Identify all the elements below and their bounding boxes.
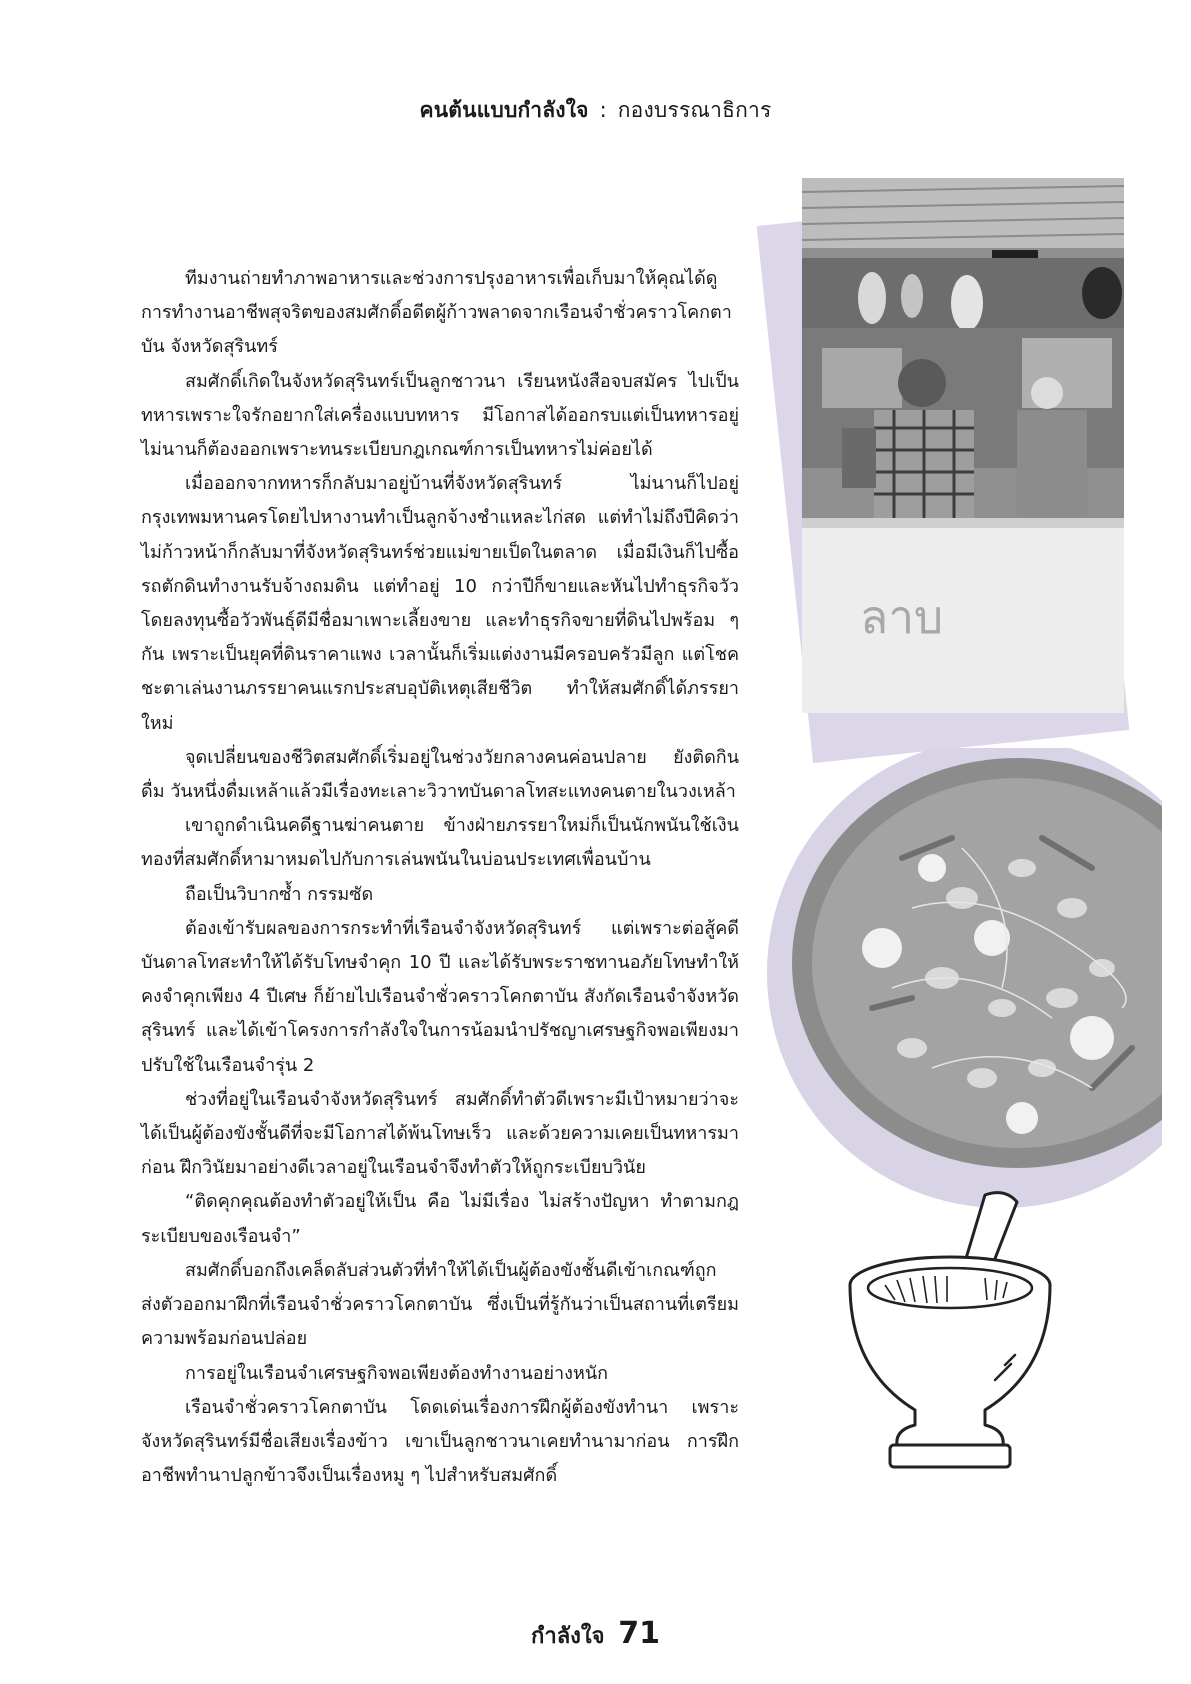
paragraph: เรือนจำชั่วคราวโคกตาบัน โดดเด่นเรื่องการฝึกผู้ต้องขังทำนา เพราะจังหวัดสุรินทร์มีชื่อเสียงเรื่องข้าว เขาเป็นลูกชาวนาเคยทำนามาก่อน การฝึกอาชีพทำนาปลูกข้าวจึงเป็นเรื่องหมู ๆ ไปสำหรับสมศักดิ์ <box>141 1396 739 1487</box>
article-body <box>141 262 739 1493</box>
magazine-name: กำลังใจ <box>531 1624 605 1649</box>
paragraph: สมศักดิ์เกิดในจังหวัดสุรินทร์เป็นลูกชาวนา เรียนหนังสือจบสมัคร ไปเป็นทหารเพราะใจรักอยากใส่เครื่องแบบทหาร มีโอกาสได้ออกรบแต่เป็นทหารอยู่ไม่นานก็ต้องออกเพราะทนระเบียบกฎเกณฑ์การเป็นทหารไม่ค่อยได้ <box>141 370 739 461</box>
salad-photo <box>762 748 1162 1218</box>
vendor-photo-frame <box>802 178 1124 763</box>
paragraph: จุดเปลี่ยนของชีวิตสมศักดิ์เริ่มอยู่ในช่วงวัยกลางคนค่อนปลาย ยังติดกินดื่ม วันหนึ่งดื่มเหล้าแล้วมีเรื่องทะเลาะวิวาทบันดาลโทสะแทงคนตายในวงเหล้า <box>141 746 739 803</box>
author-credit: กองบรรณาธิการ <box>617 98 772 122</box>
quote-paragraph: “ติดคุกคุณต้องทำตัวอยู่ให้เป็น คือ ไม่มีเรื่อง ไม่สร้างปัญหา ทำตามกฎระเบียบของเรือนจำ” <box>141 1191 739 1247</box>
page-header <box>0 94 1191 127</box>
paragraph: สมศักดิ์บอกถึงเคล็ดลับส่วนตัวที่ทำให้ได้เป็นผู้ต้องขังชั้นดีเข้าเกณฑ์ถูกส่งตัวออกมาฝึกที่เรือนจำชั่วคราวโคกตาบัน ซึ่งเป็นที่รู้กันว่าเป็นสถานที่เตรียมความพร้อมก่อนปล่อย <box>141 1259 739 1350</box>
paragraph: การอยู่ในเรือนจำเศรษฐกิจพอเพียงต้องทำงานอย่างหนัก <box>185 1362 609 1384</box>
column-name: คนต้นแบบกำลังใจ <box>419 98 589 122</box>
header-separator: : <box>599 98 607 122</box>
stall-sign-text: ลาบ <box>860 590 944 644</box>
paragraph: ต้องเข้ารับผลของการกระทำที่เรือนจำจังหวัดสุรินทร์ แต่เพราะต่อสู้คดีบันดาลโทสะทำให้ได้รับโทษจำคุก 10 ปี และได้รับพระราชทานอภัยโทษทำให้คงจำคุกเพียง 4 ปีเศษ ก็ย้ายไปเรือนจำชั่วคราวโคกตาบัน สังกัดเรือนจำจังหวัดสุรินทร์ และได้เข้าโครงการกำลังใจในการน้อมนำปรัชญาเศรษฐกิจพอเพียงมาปรับใช้ในเรือนจำรุ่น 2 <box>141 917 739 1076</box>
paragraph: ช่วงที่อยู่ในเรือนจำจังหวัดสุรินทร์ สมศักดิ์ทำตัวดีเพราะมีเป้าหมายว่าจะได้เป็นผู้ต้องขังชั้นดีที่จะมีโอกาสได้พ้นโทษเร็ว และด้วยความเคยเป็นทหารมาก่อน ฝึกวินัยมาอย่างดีเวลาอยู่ในเรือนจำจึงทำตัวให้ถูกระเบียบวินัย <box>141 1088 739 1179</box>
vendor-photo <box>802 178 1124 713</box>
paragraph: เมื่อออกจากทหารก็กลับมาอยู่บ้านที่จังหวัดสุรินทร์ ไม่นานก็ไปอยู่กรุงเทพมหานครโดยไปหางานทำเป็นลูกจ้างชำแหละไก่สด แต่ทำไม่ถึงปีคิดว่าไม่ก้าวหน้าก็กลับมาที่จังหวัดสุรินทร์ช่วยแม่ขายเป็ดในตลาด เมื่อมีเงินก็ไปซื้อรถตักดินทำงานรับจ้างถมดิน แต่ทำอยู่ 10 กว่าปีก็ขายและหันไปทำธุรกิจวัว โดยลงทุนซื้อวัวพันธุ์ดีมีชื่อมาเพาะเลี้ยงขาย และทำธุรกิจขายที่ดินไปพร้อม ๆ กัน เพราะเป็นยุคที่ดินราคาแพง เวลานั้นก็เริ่มแต่งงานมีครอบครัวมีลูก แต่โชคชะตาเล่นงานภรรยาคนแรกประสบอุบัติเหตุเสียชีวิต ทำให้สมศักดิ์ได้ภรรยาใหม่ <box>141 473 739 734</box>
paragraph: ทีมงานถ่ายทำภาพอาหารและช่วงการปรุงอาหารเพื่อเก็บมาให้คุณได้ดูการทำงานอาชีพสุจริตของสมศักดิ์อดีตผู้ก้าวพลาดจากเรือนจำชั่วคราวโคกตาบัน จังหวัดสุรินทร์ <box>141 268 732 358</box>
paragraph: ถือเป็นวิบากซ้ำ กรรมซัด <box>185 883 374 905</box>
page-number: 71 <box>618 1616 660 1651</box>
mortar-pestle-illustration <box>835 1190 1085 1490</box>
paragraph: เขาถูกดำเนินคดีฐานฆ่าคนตาย ข้างฝ่ายภรรยาใหม่ก็เป็นนักพนันใช้เงินทองที่สมศักดิ์หามาหมดไปกับการเล่นพนันในบ่อนประเทศเพื่อนบ้าน <box>141 815 739 871</box>
salad-photo-frame <box>762 748 1162 1218</box>
page-footer <box>0 1616 1191 1653</box>
